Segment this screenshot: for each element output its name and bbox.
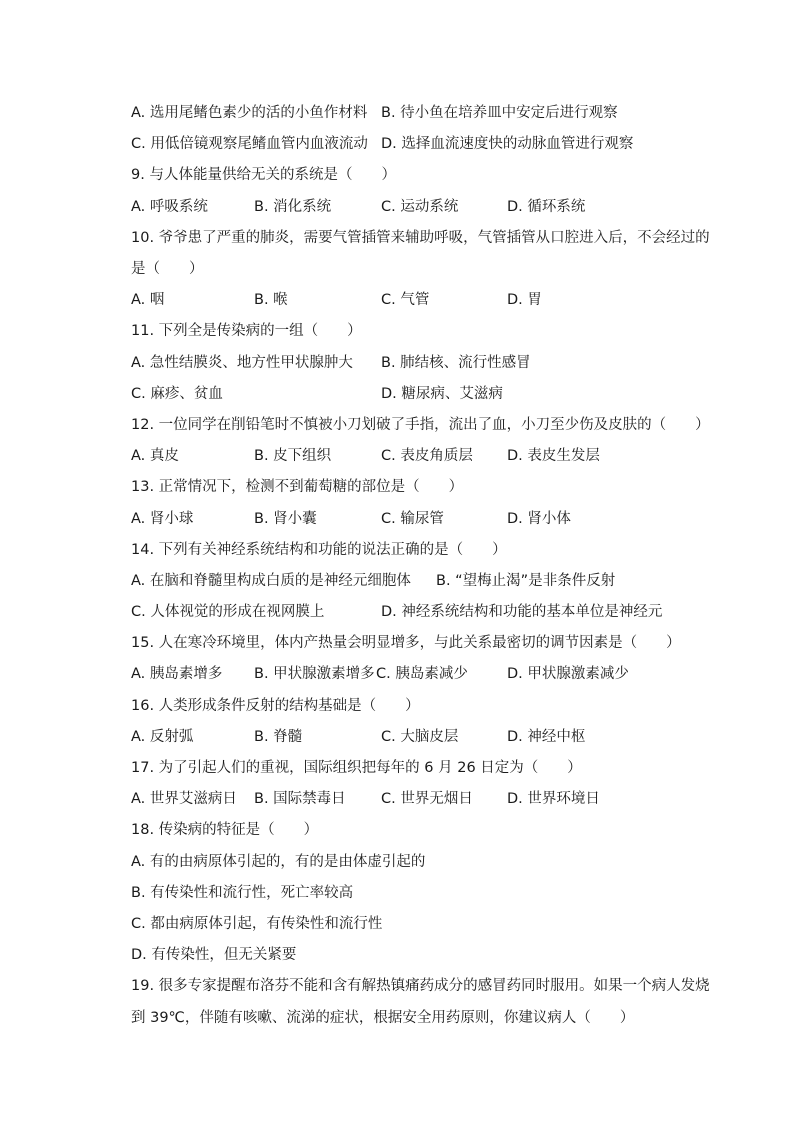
q9-option-b: B. 消化系统 (254, 199, 332, 215)
q16-option-a: A. 反射弧 (131, 729, 194, 745)
q12-option-c: C. 表皮角质层 (381, 448, 473, 464)
q15-stem: 15. 人在寒冷环境里，体内产热量会明显增多，与此关系最密切的调节因素是（ ） (131, 635, 681, 651)
q15-option-b: B. 甲状腺激素增多 (254, 666, 375, 682)
q13-option-d: D. 肾小体 (507, 511, 571, 527)
q17-stem: 17. 为了引起人们的重视，国际组织把每年的 6 月 26 日定为（ ） (131, 760, 582, 776)
q9-option-a: A. 呼吸系统 (131, 199, 208, 215)
q13-stem: 13. 正常情况下，检测不到葡萄糖的部位是（ ） (131, 479, 464, 495)
q14-option-c: C. 人体视觉的形成在视网膜上 (131, 604, 325, 620)
q11-stem: 11. 下列全是传染病的一组（ ） (131, 323, 362, 339)
q18-option-d: D. 有传染性，但无关紧要 (131, 947, 297, 963)
q9-option-d: D. 循环系统 (507, 199, 586, 215)
q17-option-b: B. 国际禁毒日 (254, 791, 346, 807)
q13-option-c: C. 输尿管 (381, 511, 444, 527)
q13-option-a: A. 肾小球 (131, 511, 194, 527)
q18-option-a: A. 有的由病原体引起的，有的是由体虚引起的 (131, 854, 426, 870)
q8-option-c: C. 用低倍镜观察尾鳍血管内血液流动 (131, 136, 368, 152)
q11-option-a: A. 急性结膜炎、地方性甲状腺肿大 (131, 355, 353, 371)
q10-option-a: A. 咽 (131, 292, 165, 308)
q18-option-c: C. 都由病原体引起，有传染性和流行性 (131, 916, 383, 932)
q10-option-c: C. 气管 (381, 292, 430, 308)
q18-option-b: B. 有传染性和流行性，死亡率较高 (131, 885, 354, 901)
q10-option-b: B. 喉 (254, 292, 288, 308)
q9-stem: 9. 与人体能量供给无关的系统是（ ） (131, 167, 396, 183)
q8-option-b: B. 待小鱼在培养皿中安定后进行观察 (381, 105, 618, 121)
q17-option-c: C. 世界无烟日 (381, 791, 473, 807)
q16-option-d: D. 神经中枢 (507, 729, 586, 745)
q11-option-c: C. 麻疹、贫血 (131, 386, 223, 402)
q10-stem-line1: 10. 爷爷患了严重的肺炎，需要气管插管来辅助呼吸，气管插管从口腔进入后，不会经过的 (131, 230, 710, 246)
q8-option-d: D. 选择血流速度快的动脉血管进行观察 (381, 136, 634, 152)
q17-option-a: A. 世界艾滋病日 (131, 791, 237, 807)
q15-option-a: A. 胰岛素增多 (131, 666, 223, 682)
q14-stem: 14. 下列有关神经系统结构和功能的说法正确的是（ ） (131, 542, 507, 558)
q19-stem-line2: 到 39℃，伴随有咳嗽、流涕的症状，根据安全用药原则，你建议病人（ ） (131, 1010, 635, 1026)
q15-option-d: D. 甲状腺激素减少 (507, 666, 629, 682)
q9-option-c: C. 运动系统 (381, 199, 459, 215)
q15-option-c: C. 胰岛素减少 (376, 666, 468, 682)
q19-stem-line1: 19. 很多专家提醒布洛芬不能和含有解热镇痛药成分的感冒药同时服用。如果一个病人发烧 (131, 978, 710, 994)
q13-option-b: B. 肾小囊 (254, 511, 317, 527)
q12-option-a: A. 真皮 (131, 448, 179, 464)
q12-stem: 12. 一位同学在削铅笔时不慎被小刀划破了手指，流出了血，小刀至少伤及皮肤的（ ） (131, 417, 710, 433)
q16-stem: 16. 人类形成条件反射的结构基础是（ ） (131, 698, 420, 714)
q16-option-b: B. 脊髓 (254, 729, 303, 745)
q14-option-b: B. “望梅止渴”是非条件反射 (436, 573, 616, 589)
q11-option-d: D. 糖尿病、艾滋病 (381, 386, 503, 402)
q17-option-d: D. 世界环境日 (507, 791, 600, 807)
q10-option-d: D. 胃 (507, 292, 542, 308)
q10-stem-line2: 是（ ） (131, 261, 204, 277)
q14-option-d: D. 神经系统结构和功能的基本单位是神经元 (381, 604, 663, 620)
q8-option-a: A. 选用尾鳍色素少的活的小鱼作材料 (131, 105, 368, 121)
q11-option-b: B. 肺结核、流行性感冒 (381, 355, 531, 371)
q12-option-b: B. 皮下组织 (254, 448, 332, 464)
q18-stem: 18. 传染病的特征是（ ） (131, 822, 319, 838)
q16-option-c: C. 大脑皮层 (381, 729, 459, 745)
q14-option-a: A. 在脑和脊髓里构成白质的是神经元细胞体 (131, 573, 411, 589)
q12-option-d: D. 表皮生发层 (507, 448, 600, 464)
